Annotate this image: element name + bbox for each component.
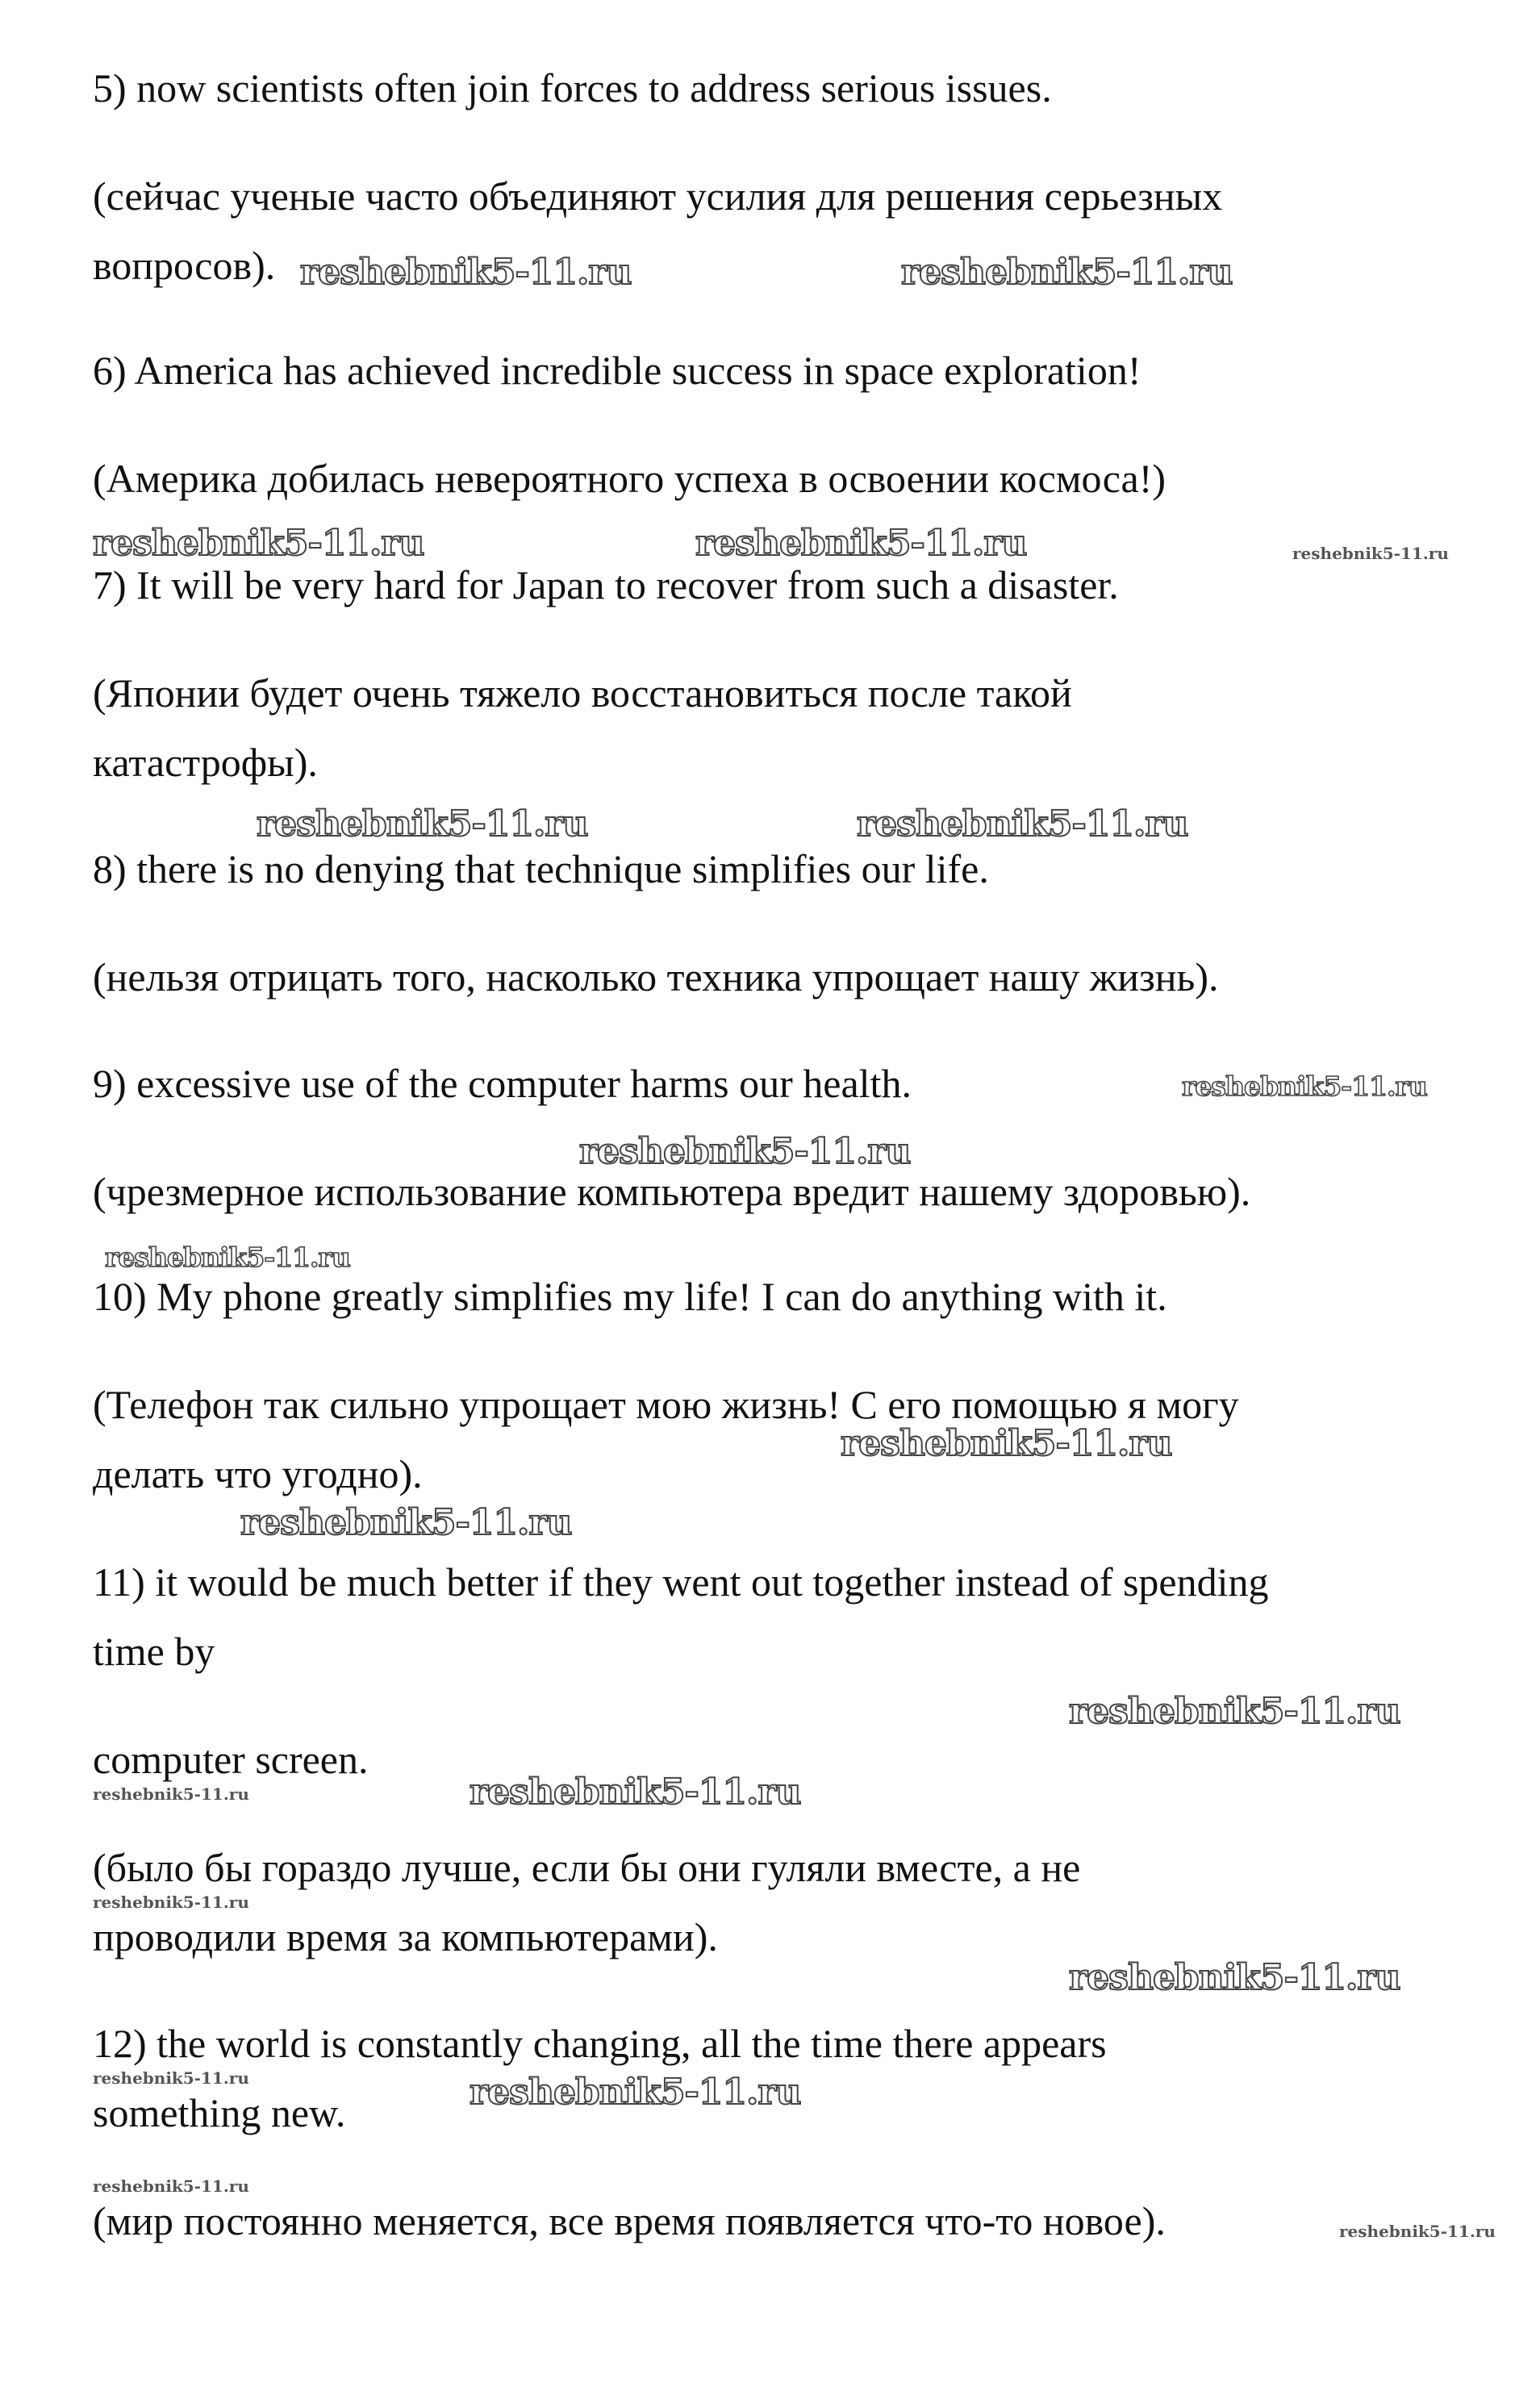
item-10-english: 10) My phone greatly simplifies my life! I can do anything with it.	[93, 1274, 1167, 1319]
item-5-russian-line2: вопросов).	[93, 243, 276, 288]
watermark: reshebnik5-11.ru	[240, 1502, 572, 1543]
item-6-english: 6) America has achieved incredible success in space exploration!	[93, 348, 1141, 393]
watermark: reshebnik5-11.ru	[105, 1242, 350, 1273]
item-11-russian-line1: (было бы гораздо лучше, если бы они гуляли вместе, а не	[93, 1845, 1081, 1890]
watermark: reshebnik5-11.ru	[93, 2176, 249, 2196]
item-7-russian-line2: катастрофы).	[93, 740, 318, 785]
item-9-english: 9) excessive use of the computer harms our health.	[93, 1061, 912, 1106]
watermark: reshebnik5-11.ru	[470, 2072, 801, 2113]
watermark: reshebnik5-11.ru	[93, 523, 424, 564]
watermark: reshebnik5-11.ru	[470, 1772, 801, 1813]
item-11-english-line2: time by	[93, 1629, 215, 1674]
item-10-russian-line1: (Телефон так сильно упрощает мою жизнь! С его помощью я могу	[93, 1382, 1239, 1427]
item-12-english-line1: 12) the world is constantly changing, all the time there appears	[93, 2021, 1107, 2066]
watermark: reshebnik5-11.ru	[1339, 2222, 1496, 2241]
item-11-russian-line2: проводили время за компьютерами).	[93, 1914, 718, 1959]
item-10-russian-line2: делать что угодно).	[93, 1451, 423, 1496]
item-12-russian: (мир постоянно меняется, все время появляется что-то новое).	[93, 2198, 1166, 2243]
watermark: reshebnik5-11.ru	[93, 2068, 249, 2088]
item-7-russian-line1: (Японии будет очень тяжело восстановиться после такой	[93, 670, 1072, 716]
watermark: reshebnik5-11.ru	[257, 803, 588, 845]
watermark: reshebnik5-11.ru	[93, 1784, 249, 1804]
watermark: reshebnik5-11.ru	[1182, 1070, 1427, 1102]
watermark: reshebnik5-11.ru	[300, 252, 632, 293]
item-11-english-line3: computer screen.	[93, 1737, 369, 1782]
item-7-english: 7) It will be very hard for Japan to recover from such a disaster.	[93, 562, 1119, 607]
item-11-english-line1: 11) it would be much better if they went out together instead of spending	[93, 1559, 1269, 1605]
watermark: reshebnik5-11.ru	[579, 1131, 911, 1172]
item-9-russian: (чрезмерное использование компьютера вредит нашему здоровью).	[93, 1169, 1251, 1214]
watermark: reshebnik5-11.ru	[1069, 1691, 1400, 1732]
watermark: reshebnik5-11.ru	[901, 252, 1233, 293]
watermark: reshebnik5-11.ru	[93, 1893, 249, 1912]
watermark: reshebnik5-11.ru	[695, 523, 1027, 564]
item-5-russian-line1: (сейчас ученые часто объединяют усилия для решения серьезных	[93, 173, 1223, 219]
item-5-english: 5) now scientists often join forces to address serious issues.	[93, 65, 1052, 111]
item-8-russian: (нельзя отрицать того, насколько техника упрощает нашу жизнь).	[93, 954, 1219, 1000]
watermark: reshebnik5-11.ru	[1069, 1957, 1400, 1998]
item-8-english: 8) there is no denying that technique simplifies our life.	[93, 846, 989, 891]
item-6-russian: (Америка добилась невероятного успеха в освоении космоса!)	[93, 456, 1166, 501]
item-12-english-line2: something new.	[93, 2090, 346, 2135]
watermark: reshebnik5-11.ru	[841, 1423, 1172, 1464]
watermark: reshebnik5-11.ru	[857, 803, 1188, 845]
watermark: reshebnik5-11.ru	[1292, 544, 1449, 563]
